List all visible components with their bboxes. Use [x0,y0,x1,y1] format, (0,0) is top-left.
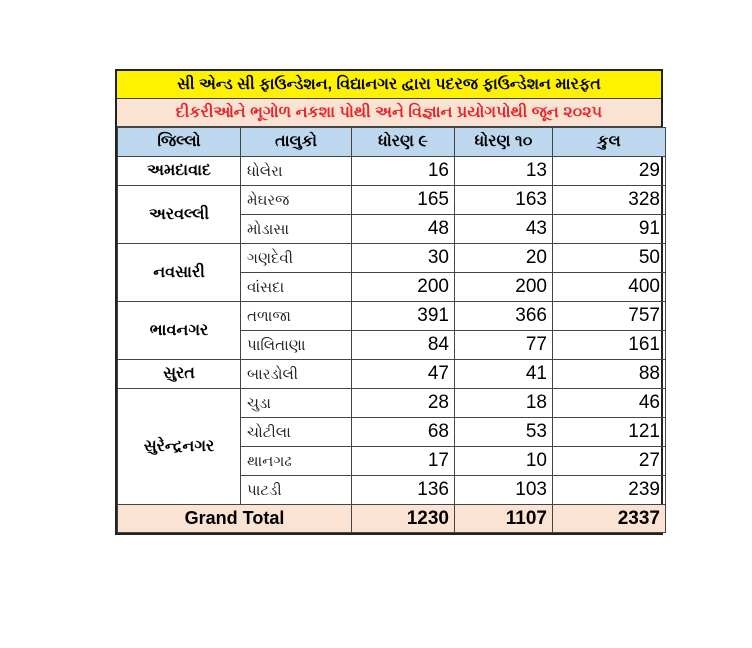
table-row [118,157,666,186]
data-table [117,127,666,533]
taluka-cell: મોડાસા [241,215,352,244]
table-row [118,302,666,331]
grand-total-total: 2337 [553,505,666,533]
header-district: જિલ્લો [118,128,241,157]
grand-total-row [118,505,666,533]
std10-cell: 163 [455,186,553,215]
std10-cell: 13 [455,157,553,186]
taluka-cell: વાંસદા [241,273,352,302]
total-cell: 161 [553,331,666,360]
taluka-cell: તળાજા [241,302,352,331]
total-cell: 328 [553,186,666,215]
district-cell: સુરેન્દ્રનગર [118,389,241,505]
grand-total-std9: 1230 [352,505,455,533]
grand-total-std10: 1107 [455,505,553,533]
distribution-table [115,69,663,535]
total-cell: 400 [553,273,666,302]
total-cell: 50 [553,244,666,273]
grand-total-label: Grand Total [118,505,352,533]
std9-cell: 200 [352,273,455,302]
std9-cell: 165 [352,186,455,215]
total-cell: 91 [553,215,666,244]
district-cell: સુરત [118,360,241,389]
taluka-cell: પાલિતાણા [241,331,352,360]
table-title: સી એન્ડ સી ફાઉન્ડેશન, વિદ્યાનગર દ્વારા પદરજ ફાઉન્ડેશન મારફત [117,71,661,99]
taluka-cell: ધોલેરા [241,157,352,186]
table-row [118,360,666,389]
district-cell: અમદાવાદ [118,157,241,186]
table-subtitle: દીકરીઓને ભૂગોળ નકશા પોથી અને વિજ્ઞાન પ્રયોગપોથી જૂન ૨૦૨૫ [117,99,661,127]
total-cell: 121 [553,418,666,447]
std10-cell: 77 [455,331,553,360]
taluka-cell: ગણદેવી [241,244,352,273]
std10-cell: 366 [455,302,553,331]
std9-cell: 84 [352,331,455,360]
taluka-cell: બારડોલી [241,360,352,389]
std10-cell: 18 [455,389,553,418]
std10-cell: 10 [455,447,553,476]
std10-cell: 200 [455,273,553,302]
header-taluka: તાલુકો [241,128,352,157]
table-row [118,244,666,273]
taluka-cell: ચુડા [241,389,352,418]
total-cell: 88 [553,360,666,389]
district-cell: ભાવનગર [118,302,241,360]
header-row [118,128,666,157]
std10-cell: 41 [455,360,553,389]
total-cell: 46 [553,389,666,418]
std9-cell: 28 [352,389,455,418]
taluka-cell: પાટડી [241,476,352,505]
std9-cell: 17 [352,447,455,476]
std9-cell: 48 [352,215,455,244]
district-cell: નવસારી [118,244,241,302]
total-cell: 239 [553,476,666,505]
std9-cell: 47 [352,360,455,389]
std10-cell: 103 [455,476,553,505]
std9-cell: 30 [352,244,455,273]
district-cell: અરવલ્લી [118,186,241,244]
taluka-cell: ચોટીલા [241,418,352,447]
std10-cell: 43 [455,215,553,244]
table-row [118,389,666,418]
header-total: કુલ [553,128,666,157]
taluka-cell: થાનગઢ [241,447,352,476]
total-cell: 27 [553,447,666,476]
total-cell: 29 [553,157,666,186]
total-cell: 757 [553,302,666,331]
std10-cell: 53 [455,418,553,447]
std9-cell: 68 [352,418,455,447]
std9-cell: 391 [352,302,455,331]
header-std10: ધોરણ ૧૦ [455,128,553,157]
std9-cell: 16 [352,157,455,186]
header-std9: ધોરણ ૯ [352,128,455,157]
std10-cell: 20 [455,244,553,273]
table-row [118,186,666,215]
std9-cell: 136 [352,476,455,505]
taluka-cell: મેઘરજ [241,186,352,215]
